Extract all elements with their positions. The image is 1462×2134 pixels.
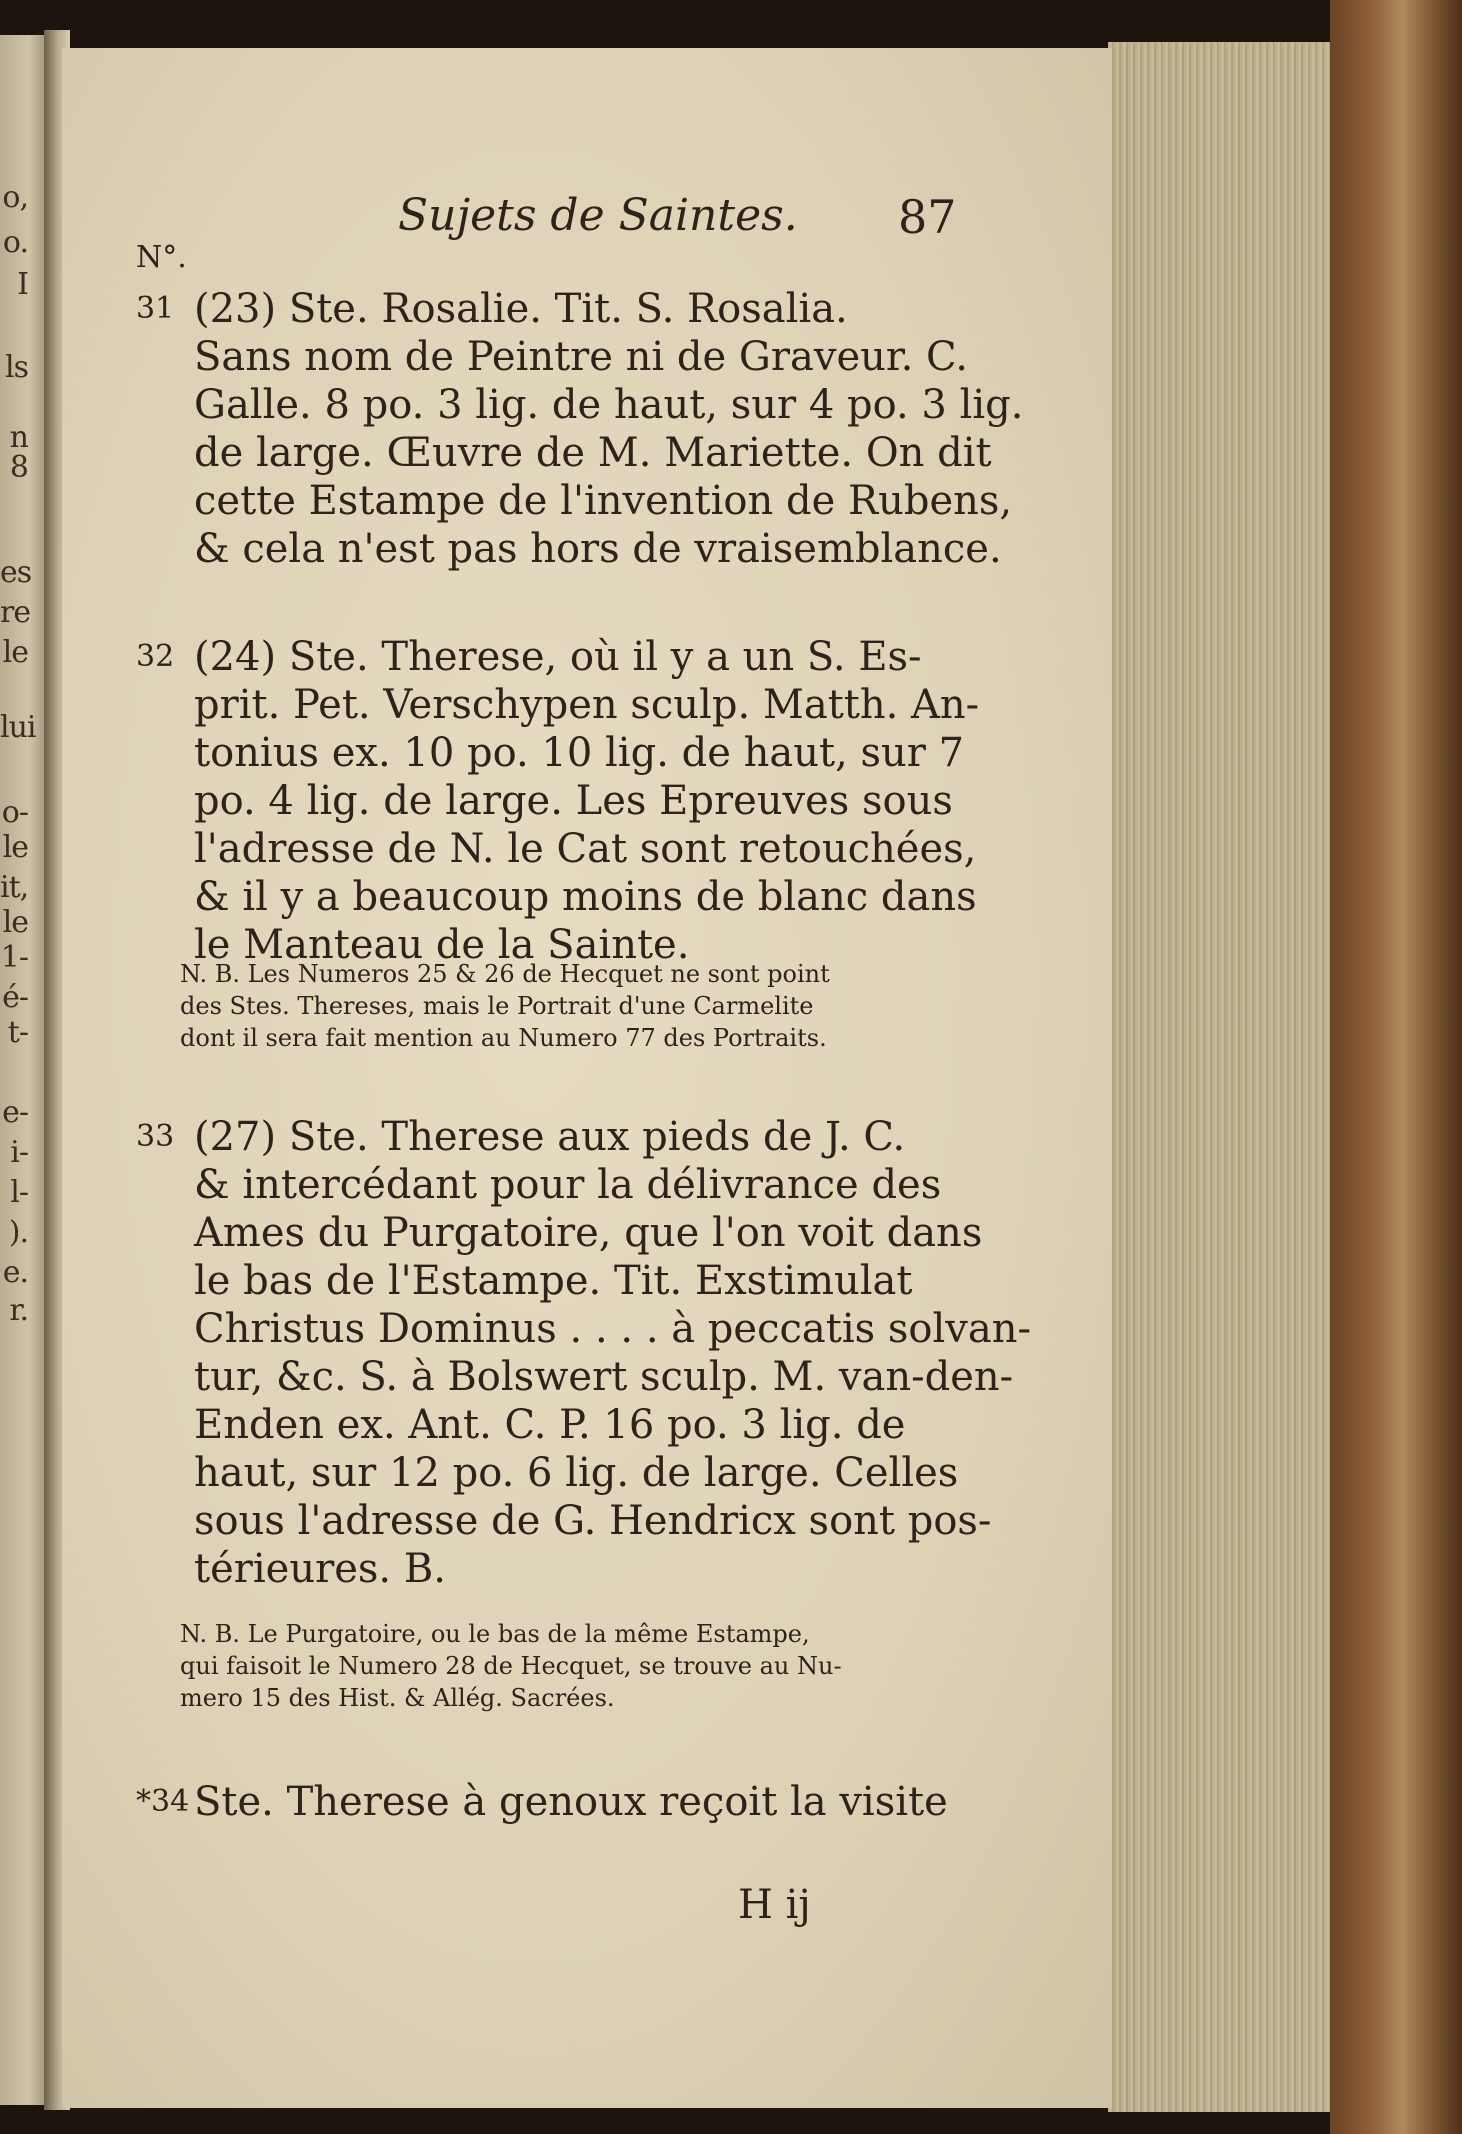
entry-line: Ste. Therese à genoux reçoit la visite bbox=[194, 1779, 948, 1825]
entry-line: (24) Ste. Therese, où il y a un S. Es- bbox=[194, 634, 922, 680]
facing-page-fragment: le bbox=[2, 830, 28, 865]
entry-line: cette Estampe de l'invention de Rubens, bbox=[194, 478, 1013, 524]
note-line: des Stes. Thereses, mais le Portrait d'une Carmelite bbox=[180, 992, 814, 1020]
entry-line: & intercédant pour la délivrance des bbox=[194, 1162, 942, 1208]
entry-number: 32 bbox=[136, 639, 175, 674]
entry-number: 31 bbox=[136, 291, 175, 326]
facing-page-fragment: i- bbox=[10, 1135, 28, 1170]
footnote-nb bbox=[180, 958, 960, 1054]
page-fore-edge bbox=[1108, 42, 1334, 2112]
number-column-label: N°. bbox=[136, 240, 187, 275]
facing-page-fragment: I bbox=[17, 267, 28, 302]
entry-number: 33 bbox=[136, 1119, 175, 1154]
entry-line: Christus Dominus . . . . à peccatis solvan- bbox=[194, 1306, 1031, 1352]
book-page bbox=[62, 48, 1112, 2108]
signature-mark: H ij bbox=[738, 1882, 811, 1928]
facing-page-fragment: lui bbox=[0, 710, 36, 745]
facing-page-fragment: e. bbox=[2, 1255, 28, 1290]
page-number: 87 bbox=[898, 190, 957, 244]
entry-line: sous l'adresse de G. Hendricx sont pos- bbox=[194, 1498, 992, 1544]
facing-page-fragment: it, bbox=[0, 870, 29, 905]
entry-line: & il y a beaucoup moins de blanc dans bbox=[194, 874, 977, 920]
entry-line: l'adresse de N. le Cat sont retouchées, bbox=[194, 826, 977, 872]
facing-page-fragment: 8 bbox=[9, 450, 28, 485]
facing-page-edge bbox=[0, 35, 48, 2105]
entry-line: po. 4 lig. de large. Les Epreuves sous bbox=[194, 778, 953, 824]
entry-line: le bas de l'Estampe. Tit. Exstimulat bbox=[194, 1258, 913, 1304]
entry-line: (23) Ste. Rosalie. Tit. S. Rosalia. bbox=[194, 286, 848, 332]
entry-line: tonius ex. 10 po. 10 lig. de haut, sur 7 bbox=[194, 730, 965, 776]
entry-line: prit. Pet. Verschypen sculp. Matth. An- bbox=[194, 682, 980, 728]
facing-page-fragment: ls bbox=[5, 350, 28, 385]
facing-page-fragment: l- bbox=[10, 1175, 28, 1210]
running-title: Sujets de Saintes. bbox=[398, 190, 798, 241]
facing-page-fragment: o. bbox=[2, 225, 28, 260]
facing-page-fragment: e- bbox=[2, 1095, 28, 1130]
entry-line: Ames du Purgatoire, que l'on voit dans bbox=[194, 1210, 983, 1256]
entry-line: & cela n'est pas hors de vraisemblance. bbox=[194, 526, 1002, 572]
entry-line: térieures. B. bbox=[194, 1546, 446, 1592]
note-line: dont il sera fait mention au Numero 77 des Portraits. bbox=[180, 1024, 827, 1052]
entry-line: haut, sur 12 po. 6 lig. de large. Celles bbox=[194, 1450, 959, 1496]
facing-page-fragment: t- bbox=[7, 1015, 28, 1050]
entry-line: Enden ex. Ant. C. P. 16 po. 3 lig. de bbox=[194, 1402, 906, 1448]
facing-page-fragment: es bbox=[0, 555, 32, 590]
note-line: qui faisoit le Numero 28 de Hecquet, se trouve au Nu- bbox=[180, 1652, 842, 1680]
entry-line: Sans nom de Peintre ni de Graveur. C. bbox=[194, 334, 968, 380]
facing-page-fragment: re bbox=[0, 595, 31, 630]
facing-page-fragment: r. bbox=[9, 1293, 28, 1328]
facing-page-fragment: ). bbox=[8, 1215, 28, 1250]
facing-page-fragment: le bbox=[2, 905, 28, 940]
entry-line: Galle. 8 po. 3 lig. de haut, sur 4 po. 3 lig. bbox=[194, 382, 1024, 428]
note-line: N. B. Le Purgatoire, ou le bas de la même Estampe, bbox=[180, 1620, 810, 1648]
entry-line: (27) Ste. Therese aux pieds de J. C. bbox=[194, 1114, 906, 1160]
facing-page-fragment: o, bbox=[2, 180, 28, 215]
entry-line: le Manteau de la Sainte. bbox=[194, 922, 690, 968]
note-line: N. B. Les Numeros 25 & 26 de Hecquet ne sont point bbox=[180, 960, 830, 988]
facing-page-fragment: o- bbox=[1, 795, 28, 830]
note-line: mero 15 des Hist. & Allég. Sacrées. bbox=[180, 1684, 615, 1712]
facing-page-fragment: 1- bbox=[0, 940, 28, 975]
facing-page-fragment: le bbox=[2, 635, 28, 670]
facing-page-fragment: n bbox=[9, 420, 28, 455]
facing-page-fragment: é- bbox=[2, 980, 28, 1015]
footnote-nb bbox=[180, 1618, 960, 1714]
leather-cover bbox=[1330, 0, 1462, 2134]
entry-number: *34 bbox=[136, 1784, 190, 1819]
entry-line: de large. Œuvre de M. Mariette. On dit bbox=[194, 430, 992, 476]
entry-line: tur, &c. S. à Bolswert sculp. M. van-den- bbox=[194, 1354, 1014, 1400]
